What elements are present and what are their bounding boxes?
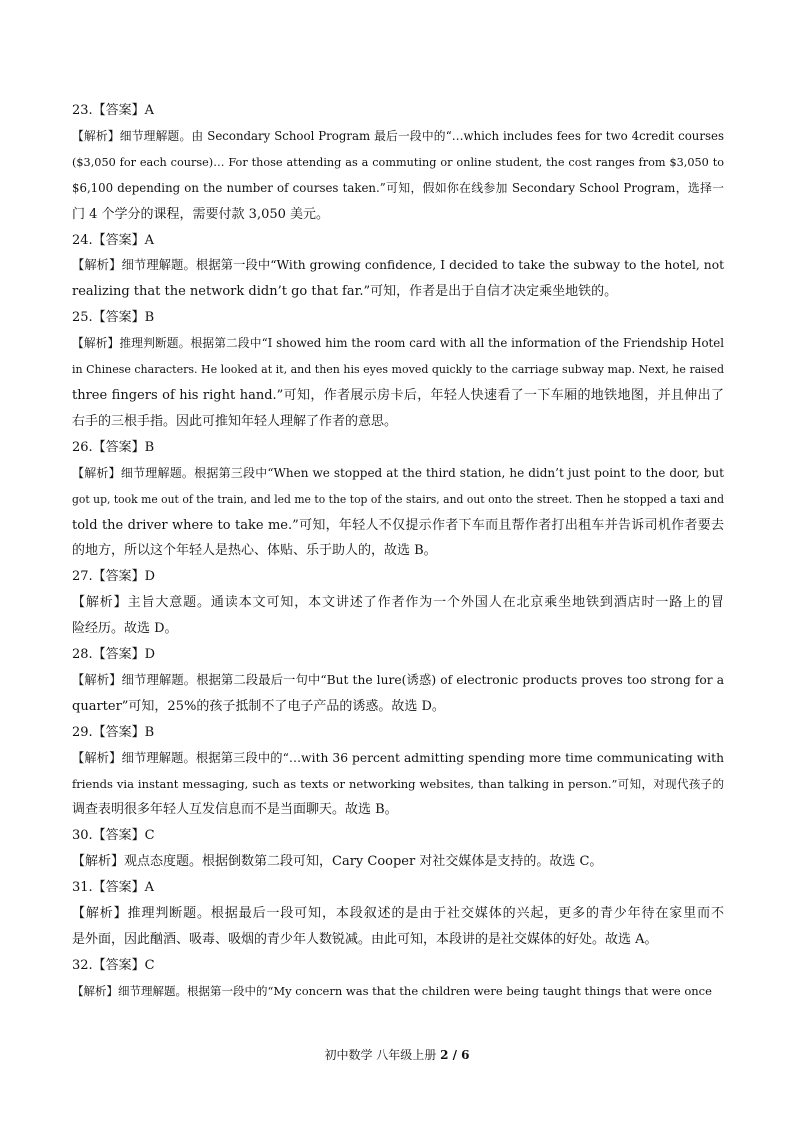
answer-list bbox=[72, 98, 724, 1005]
explanation-line: 【解析】细节理解题。根据第三段中“When we stopped at the third station, he didn’t just point to the door, but bbox=[72, 465, 724, 480]
answer-item bbox=[72, 305, 724, 435]
explanation-line: 【解析】细节理解题。根据第一段中的“My concern was that the children were being taught things that were once bbox=[72, 983, 712, 998]
answer-label: 28.【答案】D bbox=[72, 647, 156, 663]
page-number: 2 / 6 bbox=[440, 1048, 470, 1062]
answer-item bbox=[72, 875, 724, 953]
footer-text: 初中数学 八年级上册 bbox=[324, 1048, 441, 1062]
answer-label: 23.【答案】A bbox=[72, 103, 155, 118]
answer-item bbox=[72, 564, 724, 642]
answer-label: 25.【答案】B bbox=[72, 310, 155, 326]
answer-label: 31.【答案】A bbox=[72, 880, 155, 896]
explanation-line: 【解析】主旨大意题。通读本文可知，本文讲述了作者作为一个外国人在北京乘坐地铁到酒店时一路上的冒 bbox=[72, 595, 724, 611]
answer-item bbox=[72, 435, 724, 565]
answer-label: 30.【答案】C bbox=[72, 828, 155, 844]
answer-item bbox=[72, 823, 724, 875]
answer-label: 26.【答案】B bbox=[72, 439, 155, 455]
explanation-line: told the driver where to take me.”可知，年轻人不仅提示作者下车而且帮作者打出租车并告诉司机作者要去 bbox=[72, 517, 724, 533]
answer-label: 29.【答案】B bbox=[72, 724, 155, 740]
explanation-line: 的地方，所以这个年轻人是热心、体贴、乐于助人的，故选 B。 bbox=[72, 543, 437, 559]
explanation-line: quarter”可知，25%的孩子抵制不了电子产品的诱惑。故选 D。 bbox=[72, 698, 445, 714]
explanation-line: got up, took me out of the train, and led me to the top of the stairs, and out onto the street. Then he stopped a taxi and bbox=[72, 492, 724, 506]
answer-item bbox=[72, 98, 724, 228]
answer-item bbox=[72, 642, 724, 720]
answer-item bbox=[72, 953, 724, 1005]
explanation-line: 门 4 个学分的课程，需要付款 3,050 美元。 bbox=[72, 206, 330, 222]
explanation-line: 【解析】细节理解题。由 Secondary School Program 最后一段中的“…which includes fees for two 4credit courses bbox=[72, 128, 724, 143]
answer-label: 27.【答案】D bbox=[72, 569, 156, 585]
answer-label: 24.【答案】A bbox=[72, 232, 155, 248]
answer-item bbox=[72, 720, 724, 824]
explanation-line: ($3,050 for each course)… For those attending as a commuting or online student, the cost ranges from $3,050 to bbox=[72, 155, 724, 169]
explanation-line: three fingers of his right hand.”可知，作者展示房卡后，年轻人快速看了一下车厢的地铁地图，并且伸出了 bbox=[72, 387, 724, 403]
explanation-line: $6,100 depending on the number of courses taken.”可知，假如你在线参加 Secondary School Program，选择一 bbox=[72, 180, 724, 195]
answer-label: 32.【答案】C bbox=[72, 957, 155, 973]
answer-item bbox=[72, 228, 724, 306]
explanation-line: 是外面，因此酗酒、吸毒、吸烟的青少年人数锐减。由此可知，本段讲的是社交媒体的好处。故选 A。 bbox=[72, 932, 658, 947]
explanation-line: 右手的三根手指。因此可推知年轻人理解了作者的意思。 bbox=[72, 413, 398, 429]
explanation-line: 调查表明很多年轻人互发信息而不是当面聊天。故选 B。 bbox=[72, 802, 398, 818]
explanation-line: in Chinese characters. He looked at it, and then his eyes moved quickly to the carriage subway map. Next, he raised bbox=[72, 363, 724, 377]
explanation-line: 【解析】推理判断题。根据第二段中“I showed him the room card with all the information of the Friendship Hotel bbox=[72, 336, 724, 351]
explanation-line: 【解析】细节理解题。根据第一段中“With growing confidence, I decided to take the subway to the hotel, not bbox=[72, 258, 724, 273]
explanation-line: 【解析】观点态度题。根据倒数第二段可知，Cary Cooper 对社交媒体是支持的。故选 C。 bbox=[72, 854, 603, 870]
explanation-line: 险经历。故选 D。 bbox=[72, 621, 178, 637]
explanation-line: realizing that the network didn’t go that far.”可知，作者是出于自信才决定乘坐地铁的。 bbox=[72, 284, 618, 300]
page-footer bbox=[0, 1046, 794, 1063]
explanation-line: 【解析】推理判断题。根据最后一段可知，本段叙述的是由于社交媒体的兴起，更多的青少年待在家里而不 bbox=[72, 906, 724, 922]
explanation-line: 【解析】细节理解题。根据第三段中的“…with 36 percent admitting spending more time communicating with bbox=[72, 750, 724, 765]
explanation-line: friends via instant messaging, such as texts or networking websites, than talking in person.”可知，对现代孩子的 bbox=[72, 776, 724, 791]
explanation-line: 【解析】细节理解题。根据第二段最后一句中“But the lure(诱惑) of electronic products proves too strong for a bbox=[72, 672, 724, 687]
